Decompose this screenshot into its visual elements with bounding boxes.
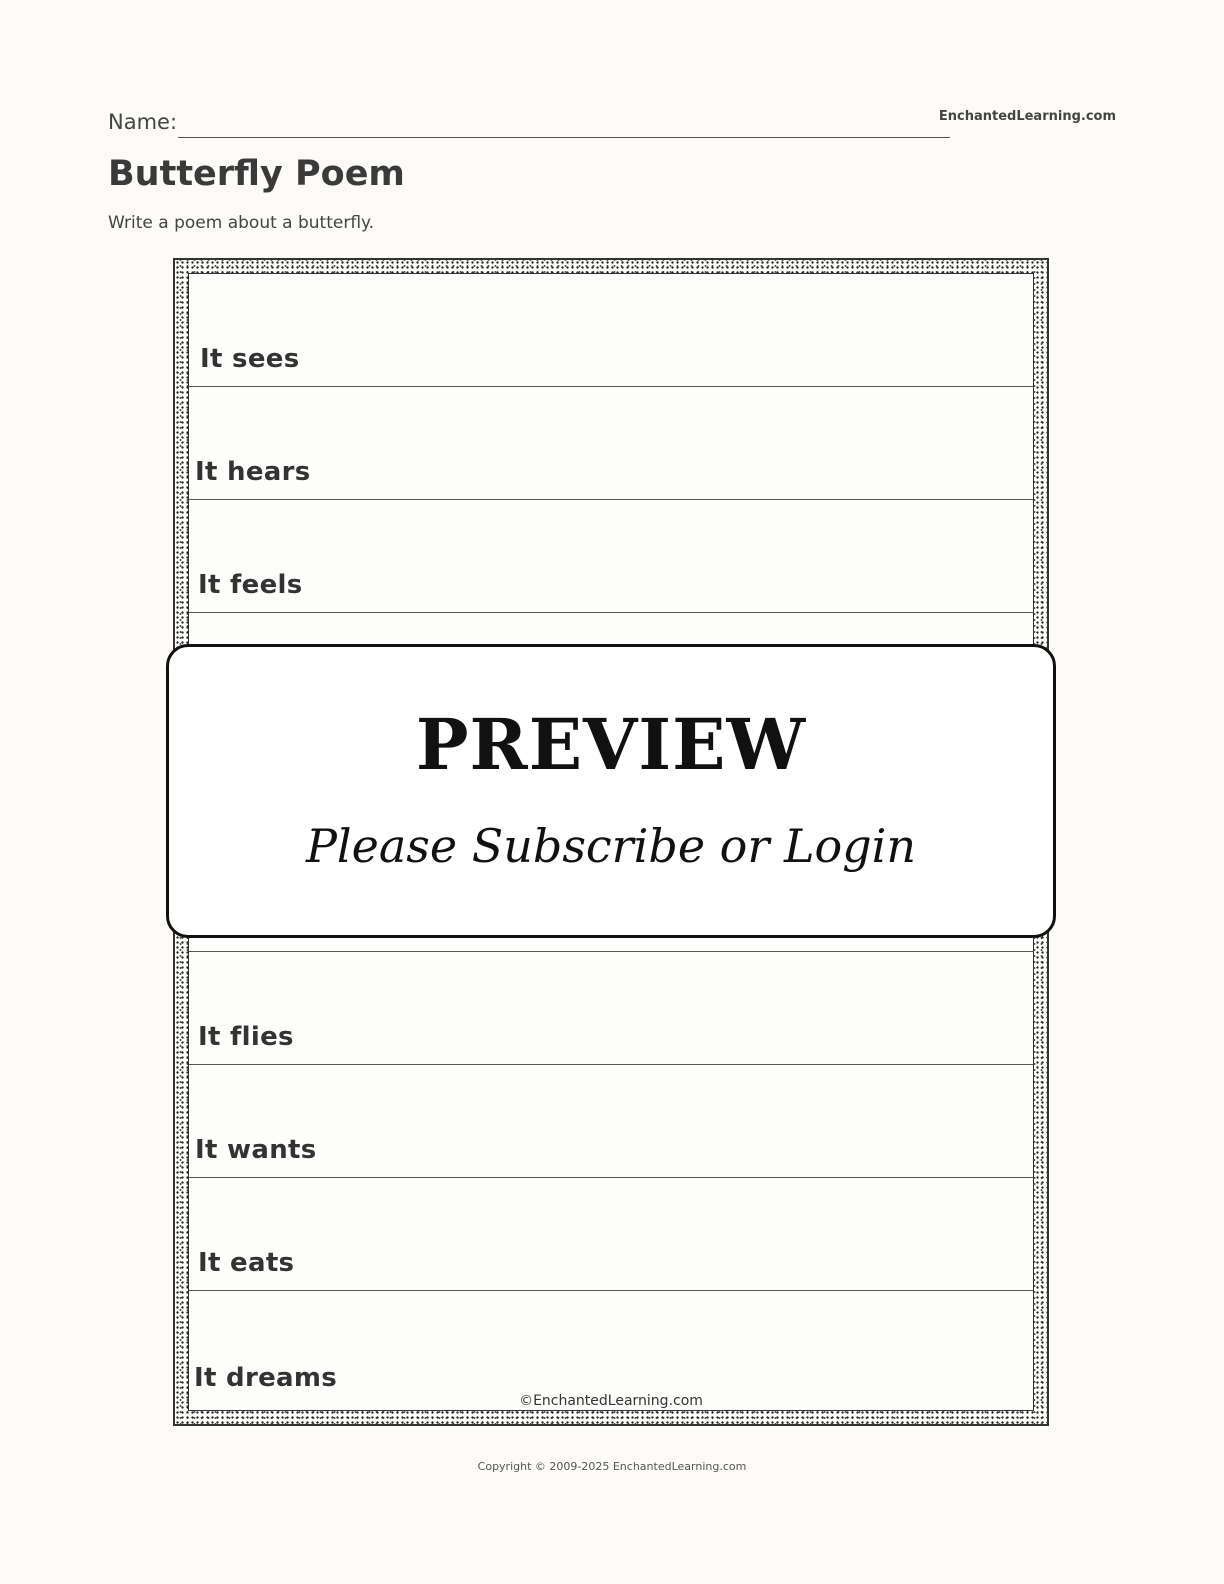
poem-line[interactable]	[189, 952, 1033, 1065]
subscribe-login-link[interactable]: Please Subscribe or Login	[305, 819, 917, 873]
poem-line[interactable]	[189, 1065, 1033, 1178]
worksheet-credit: ©EnchantedLearning.com	[519, 1393, 703, 1409]
page-title: Butterfly Poem	[108, 154, 405, 194]
instructions: Write a poem about a butterfly.	[108, 213, 375, 233]
line-prompt: It sees	[200, 344, 300, 374]
name-field[interactable]	[178, 137, 950, 138]
poem-line[interactable]	[189, 1178, 1033, 1291]
copyright-footer: Copyright © 2009-2025 EnchantedLearning.com	[477, 1460, 747, 1473]
preview-overlay[interactable]	[166, 644, 1056, 938]
line-prompt: It flies	[198, 1022, 294, 1052]
line-prompt: It wants	[195, 1135, 317, 1165]
name-label: Name:	[108, 110, 178, 134]
line-prompt: It hears	[195, 457, 311, 487]
line-prompt: It feels	[198, 570, 303, 600]
site-name: EnchantedLearning.com	[938, 109, 1116, 124]
poem-line[interactable]	[189, 387, 1033, 500]
line-prompt: It eats	[198, 1248, 295, 1278]
line-prompt: It dreams	[194, 1363, 338, 1393]
poem-line[interactable]	[189, 274, 1033, 387]
preview-title: PREVIEW	[415, 703, 807, 786]
poem-line[interactable]	[189, 500, 1033, 613]
